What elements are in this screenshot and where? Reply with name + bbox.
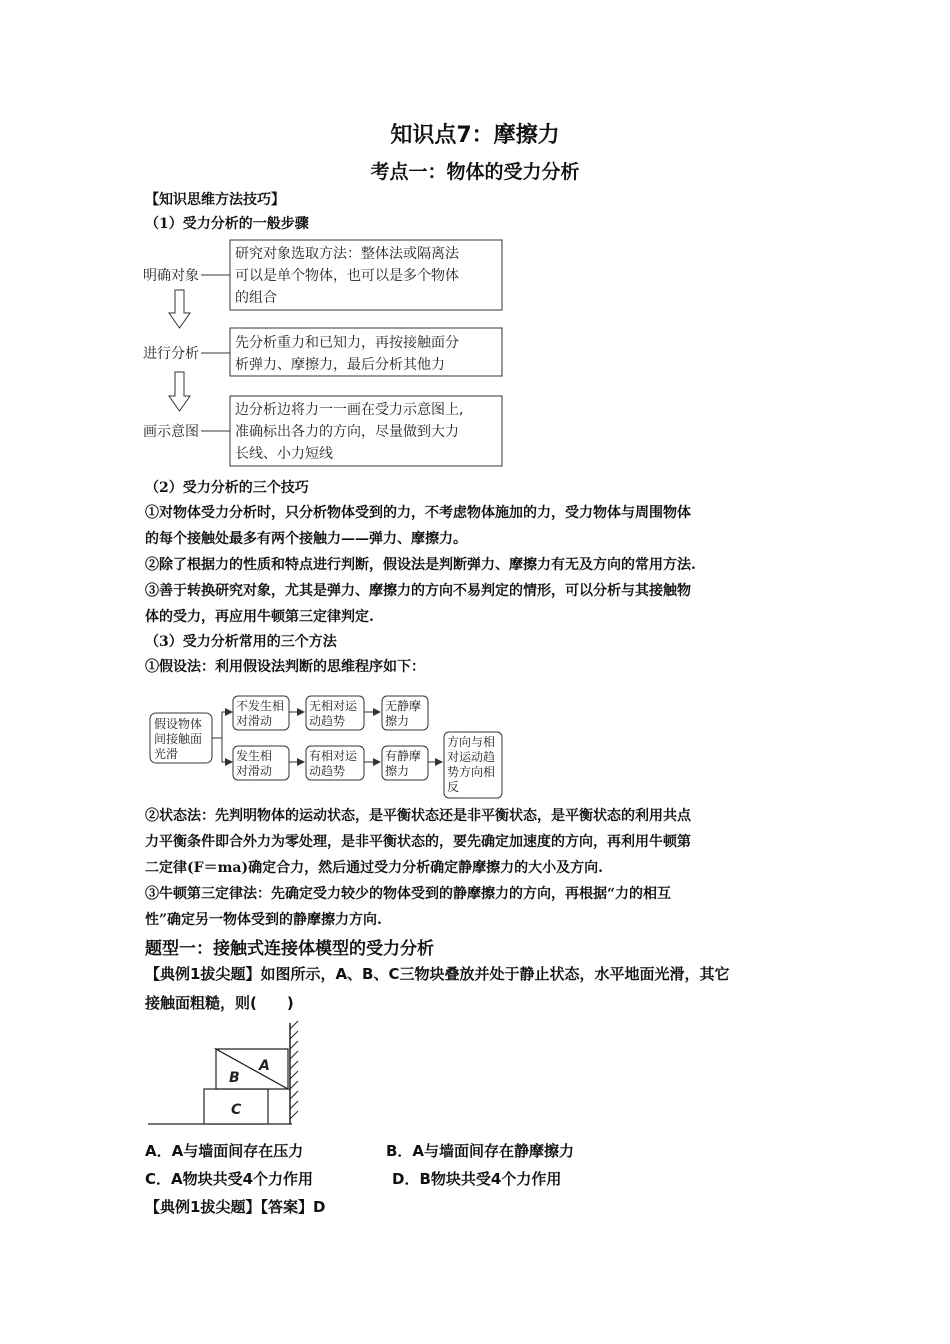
flow2-bottom-1-line-1: 发生相 xyxy=(236,749,273,763)
option-a: A．A与墙面间存在压力 xyxy=(145,1142,304,1160)
flow2-top-1-line-1: 不发生相 xyxy=(236,699,285,713)
type-heading: 题型一：接触式连接体模型的受力分析 xyxy=(145,939,434,959)
flow2-bottom-2-line-1: 有相对运 xyxy=(309,749,358,763)
option-c: C．A物块共受4个力作用 xyxy=(145,1170,314,1188)
step-heading: （1）受力分析的一般步骤 xyxy=(145,216,309,232)
flow1-box-1-line-3: 的组合 xyxy=(235,290,277,306)
option-d: D．B物块共受4个力作用 xyxy=(392,1170,562,1188)
flow2-bottom-4-line-3: 势方向相 xyxy=(447,765,496,779)
option-b: B．A与墙面间存在静摩擦力 xyxy=(386,1142,575,1160)
method-2 xyxy=(145,803,810,881)
question-line-2: 接触面粗糙，则( ) xyxy=(145,994,294,1012)
question-line-1: 【典例1拔尖题】如图所示，A、B、C三物块叠放并处于静止状态，水平地面光滑，其它 xyxy=(145,965,730,983)
method-1-intro: ①假设法：利用假设法判断的思维程序如下： xyxy=(145,659,425,675)
label-b: B xyxy=(229,1070,240,1086)
steps-flowchart xyxy=(140,238,510,470)
label-c: C xyxy=(231,1102,242,1118)
flow1-box-3-line-1: 边分析边将力一一画在受力示意图上, xyxy=(235,402,464,418)
flow2-top-3-line-1: 无静摩 xyxy=(385,699,422,713)
flow2-top-2-line-1: 无相对运 xyxy=(309,699,358,713)
flow2-bottom-4-line-1: 方向与相 xyxy=(447,735,496,749)
flow1-down-arrow-1 xyxy=(169,290,190,328)
flow2-bottom-1-line-2: 对滑动 xyxy=(236,764,273,778)
tip-1-line-1: ①对物体受力分析时，只分析物体受到的力，不考虑物体施加的力，受力物体与周围物体 xyxy=(145,505,691,521)
flow1-box-3-line-3: 长线、小力短线 xyxy=(235,446,333,462)
flow2-bottom-4-line-2: 对运动趋 xyxy=(447,750,496,764)
flow2-bottom-2-line-2: 动趋势 xyxy=(309,764,346,778)
flow2-top-2-line-2: 动趋势 xyxy=(309,714,346,728)
method-2-line-2: 力平衡条件即合外力为零处理，是非平衡状态的，要先确定加速度的方向，再利用牛顿第 xyxy=(145,834,691,850)
page-subtitle: 考点一：物体的受力分析 xyxy=(370,161,580,183)
flow2-root-line-2: 间接触面 xyxy=(154,732,203,746)
method-3-line-1: ③牛顿第三定律法：先确定受力较少的物体受到的静摩擦力的方向，再根据“力的相互 xyxy=(145,886,672,902)
flow1-box-3-line-2: 准确标出各力的方向，尽量做到大力 xyxy=(235,424,459,440)
flow1-label-3: 画示意图 xyxy=(143,424,199,440)
label-a: A xyxy=(259,1058,270,1074)
flow1-label-2: 进行分析 xyxy=(143,346,199,362)
tip-3-line-2: 体的受力，再应用牛顿第三定律判定. xyxy=(145,609,374,625)
question xyxy=(145,960,810,1018)
flow1-box-1-line-1: 研究对象选取方法：整体法或隔离法 xyxy=(235,246,459,262)
answer: 【典例1拔尖题】【答案】D xyxy=(145,1198,326,1216)
flow1-box-2-line-1: 先分析重力和已知力，再按接触面分 xyxy=(235,335,459,351)
tip-1-line-2: 的每个接触处最多有两个接触力——弹力、摩擦力。 xyxy=(145,531,467,547)
tip-3-line-1: ③善于转换研究对象，尤其是弹力、摩擦力的方向不易判定的情形，可以分析与其接触物 xyxy=(145,583,691,599)
flow2-top-1-line-2: 对滑动 xyxy=(236,714,273,728)
flow1-box-2-line-2: 析弹力、摩擦力，最后分析其他力 xyxy=(235,357,445,373)
tip-1 xyxy=(145,500,810,552)
tip-3 xyxy=(145,578,810,630)
flow2-root-line-3: 光滑 xyxy=(154,747,179,761)
flow2-bottom-3-line-2: 擦力 xyxy=(385,764,410,778)
flow1-label-1: 明确对象 xyxy=(143,268,199,284)
tip-2-line-1: ②除了根据力的性质和特点进行判断，假设法是判断弹力、摩擦力有无及方向的常用方法. xyxy=(145,557,696,573)
flow2-top-3-line-2: 擦力 xyxy=(385,714,410,728)
flow2-bottom-3-line-1: 有静摩 xyxy=(385,749,422,763)
section-label: 【知识思维方法技巧】 xyxy=(145,192,285,208)
flow2-root-line-1: 假设物体 xyxy=(154,717,203,731)
methods-heading: （3）受力分析常用的三个方法 xyxy=(145,634,337,650)
assumption-flowchart xyxy=(140,690,510,802)
flow2-bottom-4-line-4: 反 xyxy=(447,780,460,794)
tip-2 xyxy=(145,552,810,578)
method-2-line-3: 二定律(F＝ma)确定合力，然后通过受力分析确定静摩擦力的大小及方向. xyxy=(145,860,603,876)
method-3 xyxy=(145,881,810,933)
blocks-figure xyxy=(140,1015,320,1130)
flow1-down-arrow-2 xyxy=(169,372,190,411)
method-2-line-1: ②状态法：先判明物体的运动状态，是平衡状态还是非平衡状态，是平衡状态的利用共点 xyxy=(145,808,691,824)
tips-heading: （2）受力分析的三个技巧 xyxy=(145,480,309,496)
method-3-line-2: 性”确定另一物体受到的静摩擦力方向. xyxy=(145,912,382,928)
page-title: 知识点7：摩擦力 xyxy=(390,123,560,148)
flow1-box-1-line-2: 可以是单个物体，也可以是多个物体 xyxy=(235,268,459,284)
